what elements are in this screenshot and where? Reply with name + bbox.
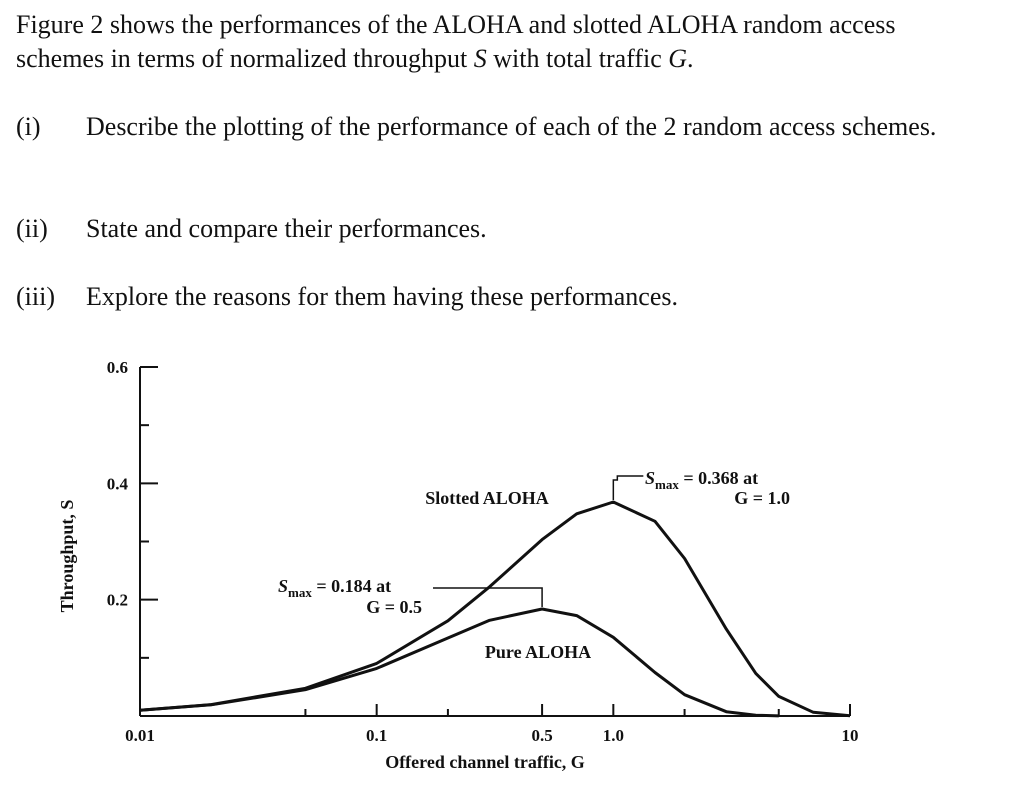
chart-labels (57, 358, 859, 772)
x-axis-title: Offered channel traffic, G (385, 752, 585, 772)
pure-aloha-curve (140, 609, 779, 716)
intro-text-part1: Figure 2 shows the performances of the ALOHA and slotted ALOHA random access schemes in terms of normalized throughput (16, 10, 896, 73)
intro-paragraph (16, 8, 986, 76)
throughput-figure (0, 340, 1024, 790)
chart-axes (140, 367, 850, 716)
question-2-number: (ii) (16, 214, 48, 243)
intro-symbol-s: S (473, 44, 487, 73)
question-3-number: (iii) (16, 282, 55, 311)
question-2-text: State and compare their performances. (86, 214, 487, 243)
x-tick-label: 0.01 (125, 726, 155, 745)
slotted-max-label: $S_{max} = 0.368$ at (645, 468, 759, 492)
question-1-text: Describe the plotting of the performance of each of the 2 random access schemes. (86, 112, 937, 141)
slotted-max-g: G = 1.0 (734, 488, 790, 508)
y-tick-label: 0.4 (106, 474, 128, 494)
series-label-slotted: Slotted ALOHA (425, 488, 549, 508)
pure-max-leader (433, 588, 542, 607)
chart-curves (140, 502, 850, 716)
slotted-aloha-curve (140, 502, 850, 716)
intro-text-end: . (687, 44, 694, 73)
series-label-pure: Pure ALOHA (484, 642, 592, 662)
x-tick-label: 1.0 (602, 726, 624, 745)
x-tick-label: 0.5 (531, 726, 553, 745)
intro-text-part2: with total traffic (486, 44, 669, 73)
y-tick-label: 0.6 (106, 358, 128, 377)
x-tick-label: 10 (841, 726, 859, 745)
pure-max-label: $S_{max} = 0.184$ at (278, 576, 392, 600)
y-tick-label: 0.2 (106, 590, 128, 610)
intro-symbol-g: G (668, 44, 688, 73)
question-1-number: (i) (16, 112, 41, 141)
pure-max-g: G = 0.5 (366, 597, 422, 617)
question-3-text: Explore the reasons for them having these performances. (86, 282, 679, 311)
y-axis-title: Throughput, S (57, 499, 77, 613)
x-tick-label: 0.1 (366, 726, 388, 745)
slotted-max-leader (613, 476, 643, 500)
